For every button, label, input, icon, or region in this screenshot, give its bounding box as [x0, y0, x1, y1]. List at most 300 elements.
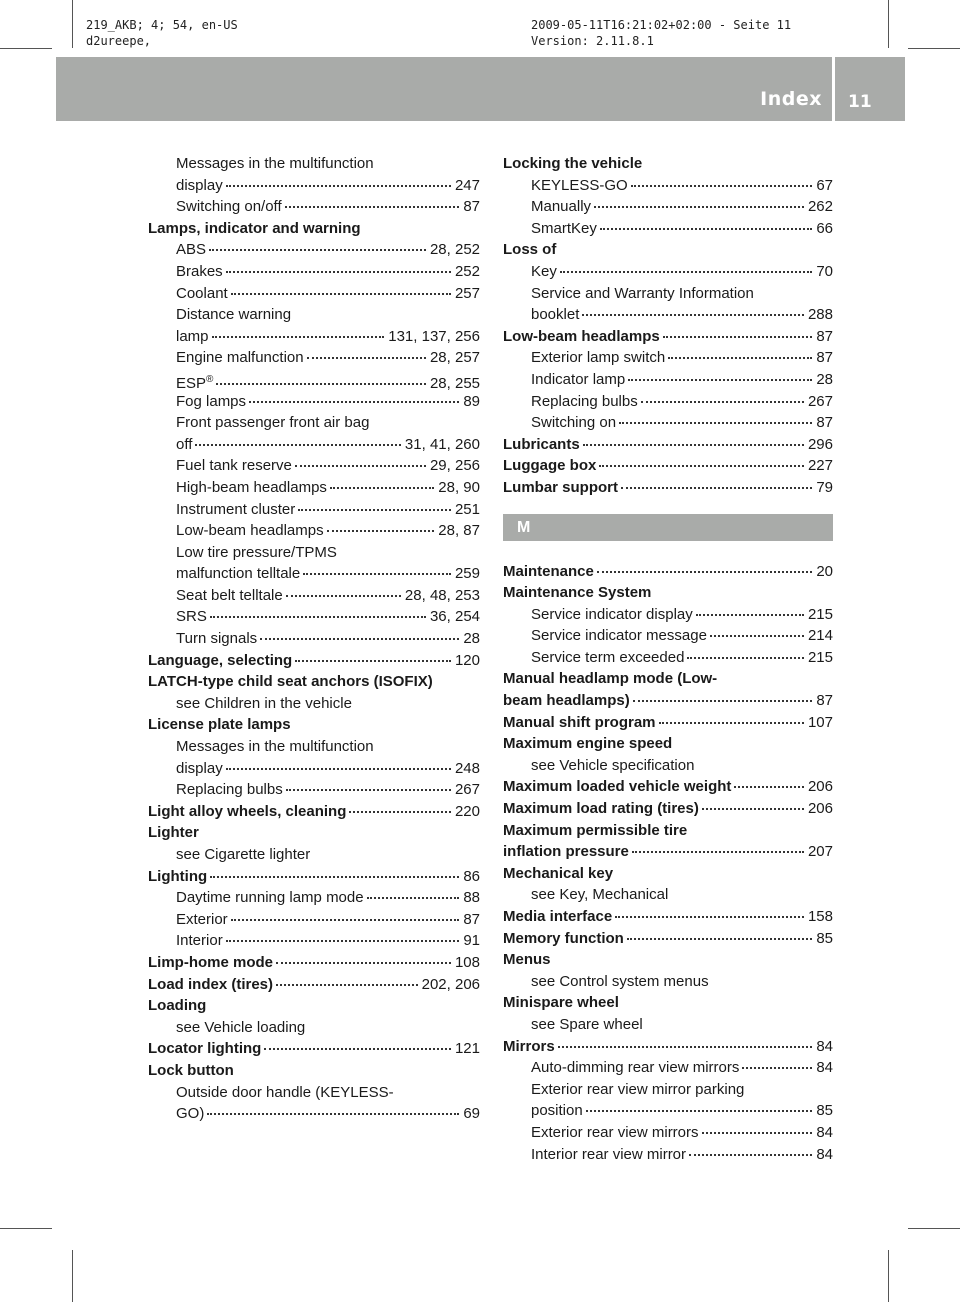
crop-mark — [888, 1250, 889, 1302]
index-entry — [503, 153, 833, 175]
print-meta-line: Version: 2.11.8.1 — [531, 34, 654, 48]
index-entry-page: 158 — [807, 908, 833, 925]
dot-leader — [216, 382, 426, 385]
index-entry — [503, 1144, 833, 1166]
index-entry-page: 87 — [816, 414, 833, 432]
index-entry — [148, 714, 480, 736]
index-entry-page: 267 — [454, 781, 480, 799]
index-entry-label: see Vehicle specification — [531, 756, 695, 774]
index-entry — [148, 1082, 480, 1104]
index-entry-page: 84 — [816, 1145, 833, 1163]
index-entry-page: 69 — [463, 1105, 480, 1123]
page-title: Index — [760, 88, 822, 110]
index-entry-label: Interior rear view mirror — [531, 1145, 687, 1163]
index-entry — [148, 196, 480, 218]
index-entry-page: 88 — [463, 889, 480, 907]
dot-leader — [594, 205, 804, 208]
dot-leader — [558, 1045, 813, 1048]
crop-mark — [72, 0, 73, 48]
index-entry-label: see Spare wheel — [531, 1015, 643, 1033]
index-entry-page: 86 — [463, 867, 480, 885]
dot-leader — [295, 464, 426, 467]
dot-leader — [286, 788, 451, 791]
index-entry — [148, 952, 480, 974]
index-entry-page: 28, 252 — [429, 241, 480, 259]
index-entry-label: booklet — [531, 306, 580, 324]
dot-leader — [621, 486, 812, 489]
index-entry — [148, 866, 480, 888]
index-entry-page: 262 — [807, 198, 833, 216]
dot-leader — [276, 983, 418, 986]
print-meta-right — [531, 17, 791, 49]
index-entry — [148, 563, 480, 585]
index-entry-label: Language, selecting — [148, 651, 293, 669]
dot-leader — [231, 918, 460, 921]
index-entry-label: Messages in the multifunction — [176, 155, 374, 172]
index-entry-page: 214 — [807, 627, 833, 645]
dot-leader — [599, 464, 804, 467]
dot-leader — [702, 1131, 813, 1134]
index-entry-page: 70 — [816, 262, 833, 280]
index-entry — [148, 434, 480, 456]
index-entry-page: 131, 137, 256 — [388, 327, 480, 345]
index-entry-page: 28, 90 — [438, 478, 480, 496]
index-entry-label: see Cigarette lighter — [176, 846, 311, 863]
index-entry — [503, 884, 833, 906]
index-entry-page: 79 — [816, 478, 833, 496]
index-entry-page: 84 — [816, 1123, 833, 1141]
index-entry-page: 28, 48, 253 — [404, 586, 480, 604]
index-entry — [503, 1122, 833, 1144]
index-entry-label: Service and Warranty Information — [531, 284, 754, 302]
index-group-M — [503, 561, 833, 1166]
index-entry-label: Service indicator message — [531, 627, 707, 645]
index-entry — [503, 712, 833, 734]
index-entry-label: High-beam headlamps — [176, 478, 327, 496]
index-entry-page: 87 — [463, 198, 480, 216]
index-entry-page: 87 — [816, 349, 833, 367]
index-entry-page: 28, 257 — [429, 349, 480, 367]
index-entry-page: 121 — [454, 1040, 480, 1058]
index-entry-label: Mechanical key — [503, 864, 614, 882]
index-entry-label: Outside door handle (KEYLESS- — [176, 1083, 394, 1101]
print-meta-line: 219_AKB; 4; 54, en-US — [86, 18, 238, 32]
index-entry-label: KEYLESS-GO — [531, 176, 628, 194]
index-entry-label: ESP® — [176, 373, 214, 392]
dot-leader — [696, 613, 804, 616]
index-entry — [503, 218, 833, 240]
index-entry-page: 248 — [454, 759, 480, 777]
dot-leader — [668, 356, 812, 359]
index-entry-page: 84 — [816, 1037, 833, 1055]
index-entry — [503, 841, 833, 863]
index-column-right — [503, 153, 833, 1165]
index-entry-page: 120 — [454, 651, 480, 669]
index-entry — [148, 153, 480, 175]
index-entry-page: 66 — [816, 219, 833, 237]
dot-leader — [212, 335, 385, 338]
dot-leader — [285, 205, 460, 208]
index-entry — [148, 304, 480, 326]
dot-leader — [349, 810, 451, 813]
index-entry — [503, 347, 833, 369]
index-entry — [148, 347, 480, 369]
index-entry-label: Loading — [148, 997, 207, 1015]
index-entry-label: Media interface — [503, 908, 613, 925]
index-entry-label: ABS — [176, 241, 207, 259]
index-entry-page: 206 — [807, 800, 833, 818]
crop-mark — [908, 1228, 960, 1229]
index-entry — [503, 798, 833, 820]
index-entry-label: Maintenance — [503, 562, 594, 580]
index-entry — [503, 1057, 833, 1079]
dot-leader — [702, 807, 804, 810]
index-entry-label: Replacing bulbs — [176, 781, 283, 799]
dot-leader — [327, 529, 435, 532]
crop-mark — [0, 48, 52, 49]
index-entry-page: 220 — [454, 802, 480, 820]
index-entry-label: Light alloy wheels, cleaning — [148, 802, 347, 820]
dot-leader — [710, 634, 804, 637]
index-entry — [148, 693, 480, 715]
index-entry — [503, 239, 833, 261]
index-entry-page: 87 — [816, 327, 833, 345]
index-entry-label: Limp-home mode — [148, 953, 274, 971]
index-entry-label: Service term exceeded — [531, 648, 685, 666]
dot-leader — [298, 508, 451, 511]
dot-leader — [742, 1066, 812, 1069]
dot-leader — [231, 292, 451, 295]
index-entry-page: 206 — [807, 778, 833, 796]
index-entry-label: SRS — [176, 608, 207, 626]
index-entry-page: 67 — [816, 176, 833, 194]
index-entry-label: Lighting — [148, 867, 208, 885]
index-entry-page: 215 — [807, 605, 833, 623]
index-entry-label: Locking the vehicle — [503, 155, 643, 172]
index-entry-label: Lock button — [148, 1061, 234, 1079]
index-entry-label: Maintenance System — [503, 584, 652, 602]
index-entry-label: Maximum engine speed — [503, 735, 673, 753]
index-entry-page: 202, 206 — [421, 975, 480, 993]
index-entry — [148, 1017, 480, 1039]
index-entry-label: see Children in the vehicle — [176, 694, 352, 712]
index-entry — [503, 971, 833, 993]
index-entry — [148, 175, 480, 197]
dot-leader — [264, 1047, 451, 1050]
index-entry — [503, 1036, 833, 1058]
index-entry-page: 257 — [454, 284, 480, 302]
index-entry-label: Menus — [503, 951, 551, 969]
index-entry — [503, 369, 833, 391]
index-entry-label: position — [531, 1102, 583, 1120]
index-entry — [503, 1100, 833, 1122]
index-entry-label: Switching on — [531, 414, 617, 432]
dot-leader — [367, 896, 460, 899]
index-entry — [503, 863, 833, 885]
index-entry-label: Locator lighting — [148, 1040, 262, 1058]
index-entry-label: Manually — [531, 198, 592, 216]
index-entry — [148, 326, 480, 348]
index-entry — [148, 520, 480, 542]
index-entry-label: Engine malfunction — [176, 349, 304, 367]
index-entry-label: Lubricants — [503, 435, 580, 453]
index-entry — [148, 671, 480, 693]
index-entry — [148, 930, 480, 952]
index-entry-label: Distance warning — [176, 306, 292, 324]
index-entry — [503, 906, 833, 928]
index-entry — [503, 391, 833, 413]
dot-leader — [582, 313, 804, 316]
index-entry — [503, 434, 833, 456]
dot-leader — [689, 1153, 812, 1156]
index-entry — [148, 412, 480, 434]
index-entry-label: Lamps, indicator and warning — [148, 219, 361, 237]
index-entry — [148, 628, 480, 650]
index-entry-page: 85 — [816, 929, 833, 947]
index-entry-label: Load index (tires) — [148, 975, 274, 993]
index-entry-label: Manual shift program — [503, 713, 656, 731]
index-entry-label: LATCH-type child seat anchors (ISOFIX) — [148, 673, 433, 691]
index-entry-page: 28, 255 — [429, 374, 480, 392]
page-number: 11 — [848, 92, 872, 112]
index-entry-label: Fuel tank reserve — [176, 457, 292, 475]
index-entry-label: Daytime running lamp mode — [176, 889, 364, 907]
index-entry-page: 85 — [816, 1102, 833, 1120]
index-entry — [148, 974, 480, 996]
index-entry — [148, 477, 480, 499]
dot-leader — [260, 637, 459, 640]
index-entry — [148, 887, 480, 909]
index-entry-label: inflation pressure — [503, 843, 629, 861]
dot-leader — [663, 335, 813, 338]
index-entry-page: 207 — [807, 843, 833, 861]
index-entry-page: 252 — [454, 262, 480, 280]
dot-leader — [583, 443, 804, 446]
index-entry — [503, 261, 833, 283]
index-entry — [503, 1014, 833, 1036]
index-entry-label: see Key, Mechanical — [531, 886, 669, 904]
index-entry — [503, 1079, 833, 1101]
index-entry-label: Manual headlamp mode (Low- — [503, 670, 718, 688]
index-entry — [148, 585, 480, 607]
dot-leader — [734, 785, 804, 788]
index-entry-page: 227 — [807, 457, 833, 475]
dot-leader — [209, 248, 426, 251]
index-entry-label: Service indicator display — [531, 605, 693, 623]
index-entry-page: 89 — [463, 392, 480, 410]
dot-leader — [600, 227, 812, 230]
index-entry-page: 28, 87 — [438, 522, 480, 540]
index-entry — [503, 668, 833, 690]
dot-leader — [632, 850, 804, 853]
dot-leader — [226, 767, 451, 770]
index-entry-label: License plate lamps — [148, 716, 291, 734]
index-group-L — [503, 153, 833, 499]
index-entry — [503, 928, 833, 950]
index-entry-label: see Control system menus — [531, 972, 709, 990]
index-entry-page: 108 — [454, 953, 480, 971]
dot-leader — [303, 572, 451, 575]
header-divider — [832, 57, 835, 121]
index-entry — [503, 733, 833, 755]
dot-leader — [210, 875, 459, 878]
crop-mark — [0, 1228, 52, 1229]
index-entry-label: Lumbar support — [503, 478, 618, 496]
index-entry-label: Auto-dimming rear view mirrors — [531, 1059, 740, 1077]
index-entry — [148, 1103, 480, 1125]
index-entry — [503, 992, 833, 1014]
dot-leader — [586, 1109, 813, 1112]
index-entry — [503, 647, 833, 669]
crop-mark — [72, 1250, 73, 1302]
index-entry — [503, 196, 833, 218]
index-entry — [503, 304, 833, 326]
index-entry-page: 20 — [816, 562, 833, 580]
index-entry-page: 87 — [816, 692, 833, 710]
index-entry-page: 247 — [454, 176, 480, 194]
crop-mark — [908, 48, 960, 49]
dot-leader — [330, 486, 434, 489]
index-entry — [148, 369, 480, 391]
index-entry-label: Maximum loaded vehicle weight — [503, 778, 732, 796]
index-entry-label: see Vehicle loading — [176, 1018, 306, 1036]
dot-leader — [631, 184, 813, 187]
dot-leader — [226, 939, 460, 942]
print-meta-left — [86, 17, 238, 49]
index-entry — [148, 283, 480, 305]
index-column-left — [148, 153, 480, 1125]
dot-leader — [659, 721, 804, 724]
index-entry-page: 91 — [463, 932, 480, 950]
index-entry — [503, 690, 833, 712]
dot-leader — [307, 356, 426, 359]
index-entry-page: 267 — [807, 392, 833, 410]
dot-leader — [687, 656, 804, 659]
index-entry-label: Exterior — [176, 910, 228, 928]
index-entry-label: SmartKey — [531, 219, 597, 237]
index-entry — [503, 949, 833, 971]
index-entry — [148, 844, 480, 866]
index-entry — [503, 820, 833, 842]
index-entry-label: lamp — [176, 327, 209, 345]
dot-leader — [226, 184, 451, 187]
index-entry-label: Brakes — [176, 262, 223, 280]
index-entry-label: Loss of — [503, 241, 557, 259]
dot-leader — [615, 915, 804, 918]
index-entry — [148, 455, 480, 477]
index-entry — [503, 175, 833, 197]
index-entry-label: Fog lamps — [176, 392, 247, 410]
index-entry — [148, 1038, 480, 1060]
dot-leader — [226, 270, 451, 273]
index-entry-label: Switching on/off — [176, 198, 282, 216]
index-entry — [503, 477, 833, 499]
print-meta-line: 2009-05-11T16:21:02+02:00 - Seite 11 — [531, 18, 792, 32]
dot-leader — [628, 378, 812, 381]
section-header-M: M — [503, 514, 833, 541]
dot-leader — [249, 400, 459, 403]
dot-leader — [597, 570, 812, 573]
index-entry — [503, 604, 833, 626]
index-entry-label: Replacing bulbs — [531, 392, 638, 410]
index-entry-label: Instrument cluster — [176, 500, 296, 518]
index-entry-label: Low-beam headlamps — [503, 327, 660, 345]
index-entry-label: Coolant — [176, 284, 228, 302]
index-entry-page: 288 — [807, 306, 833, 324]
index-entry-label: Turn signals — [176, 630, 258, 648]
dot-leader — [207, 1112, 459, 1115]
crop-mark — [888, 0, 889, 48]
index-entry-page: 28 — [463, 630, 480, 648]
index-entry — [148, 758, 480, 780]
dot-leader — [286, 594, 401, 597]
index-entry-label: Exterior rear view mirrors — [531, 1123, 699, 1141]
dot-leader — [295, 659, 451, 662]
index-entry — [148, 499, 480, 521]
index-entry — [503, 326, 833, 348]
index-entry-page: 215 — [807, 648, 833, 666]
index-entry-label: Seat belt telltale — [176, 586, 283, 604]
index-entry — [503, 412, 833, 434]
index-entry-page: 36, 254 — [429, 608, 480, 626]
index-entry-label: off — [176, 435, 193, 453]
index-entry-label: beam headlamps) — [503, 692, 630, 710]
dot-leader — [619, 421, 812, 424]
index-entry-label: Maximum permissible tire — [503, 821, 688, 839]
index-entry — [148, 779, 480, 801]
dot-leader — [633, 699, 813, 702]
index-entry-label: Luggage box — [503, 457, 597, 475]
index-entry-label: GO) — [176, 1105, 205, 1123]
index-entry — [503, 625, 833, 647]
index-entry — [148, 822, 480, 844]
index-entry — [148, 650, 480, 672]
index-entry — [503, 455, 833, 477]
index-entry — [148, 218, 480, 240]
index-entry — [503, 283, 833, 305]
index-entry-label: Low-beam headlamps — [176, 522, 324, 540]
index-entry — [148, 261, 480, 283]
index-entry-label: Low tire pressure/TPMS — [176, 543, 337, 561]
index-entry — [503, 755, 833, 777]
index-entry — [148, 995, 480, 1017]
index-entry — [148, 801, 480, 823]
index-entry-label: Front passenger front air bag — [176, 414, 370, 432]
index-entry-label: Exterior rear view mirror parking — [531, 1080, 745, 1098]
dot-leader — [210, 615, 426, 618]
dot-leader — [195, 443, 401, 446]
print-meta-line: d2ureepe, — [86, 34, 152, 48]
index-entry-label: Minispare wheel — [503, 994, 619, 1012]
index-entry-label: Key — [531, 262, 557, 280]
index-entry — [148, 909, 480, 931]
index-entry-label: Memory function — [503, 929, 624, 947]
index-entry-page: 259 — [454, 565, 480, 583]
index-entry-label: Indicator lamp — [531, 370, 626, 388]
dot-leader — [627, 937, 812, 940]
index-entry-label: malfunction telltale — [176, 565, 301, 583]
dot-leader — [560, 270, 812, 273]
index-entry-label: Mirrors — [503, 1037, 555, 1055]
index-entry — [503, 582, 833, 604]
index-entry — [148, 736, 480, 758]
index-entry-page: 31, 41, 260 — [404, 435, 480, 453]
index-entry — [148, 239, 480, 261]
index-entry-label: Maximum load rating (tires) — [503, 800, 699, 818]
index-entry-page: 28 — [816, 370, 833, 388]
index-entry-label: Exterior lamp switch — [531, 349, 666, 367]
index-entry — [503, 776, 833, 798]
